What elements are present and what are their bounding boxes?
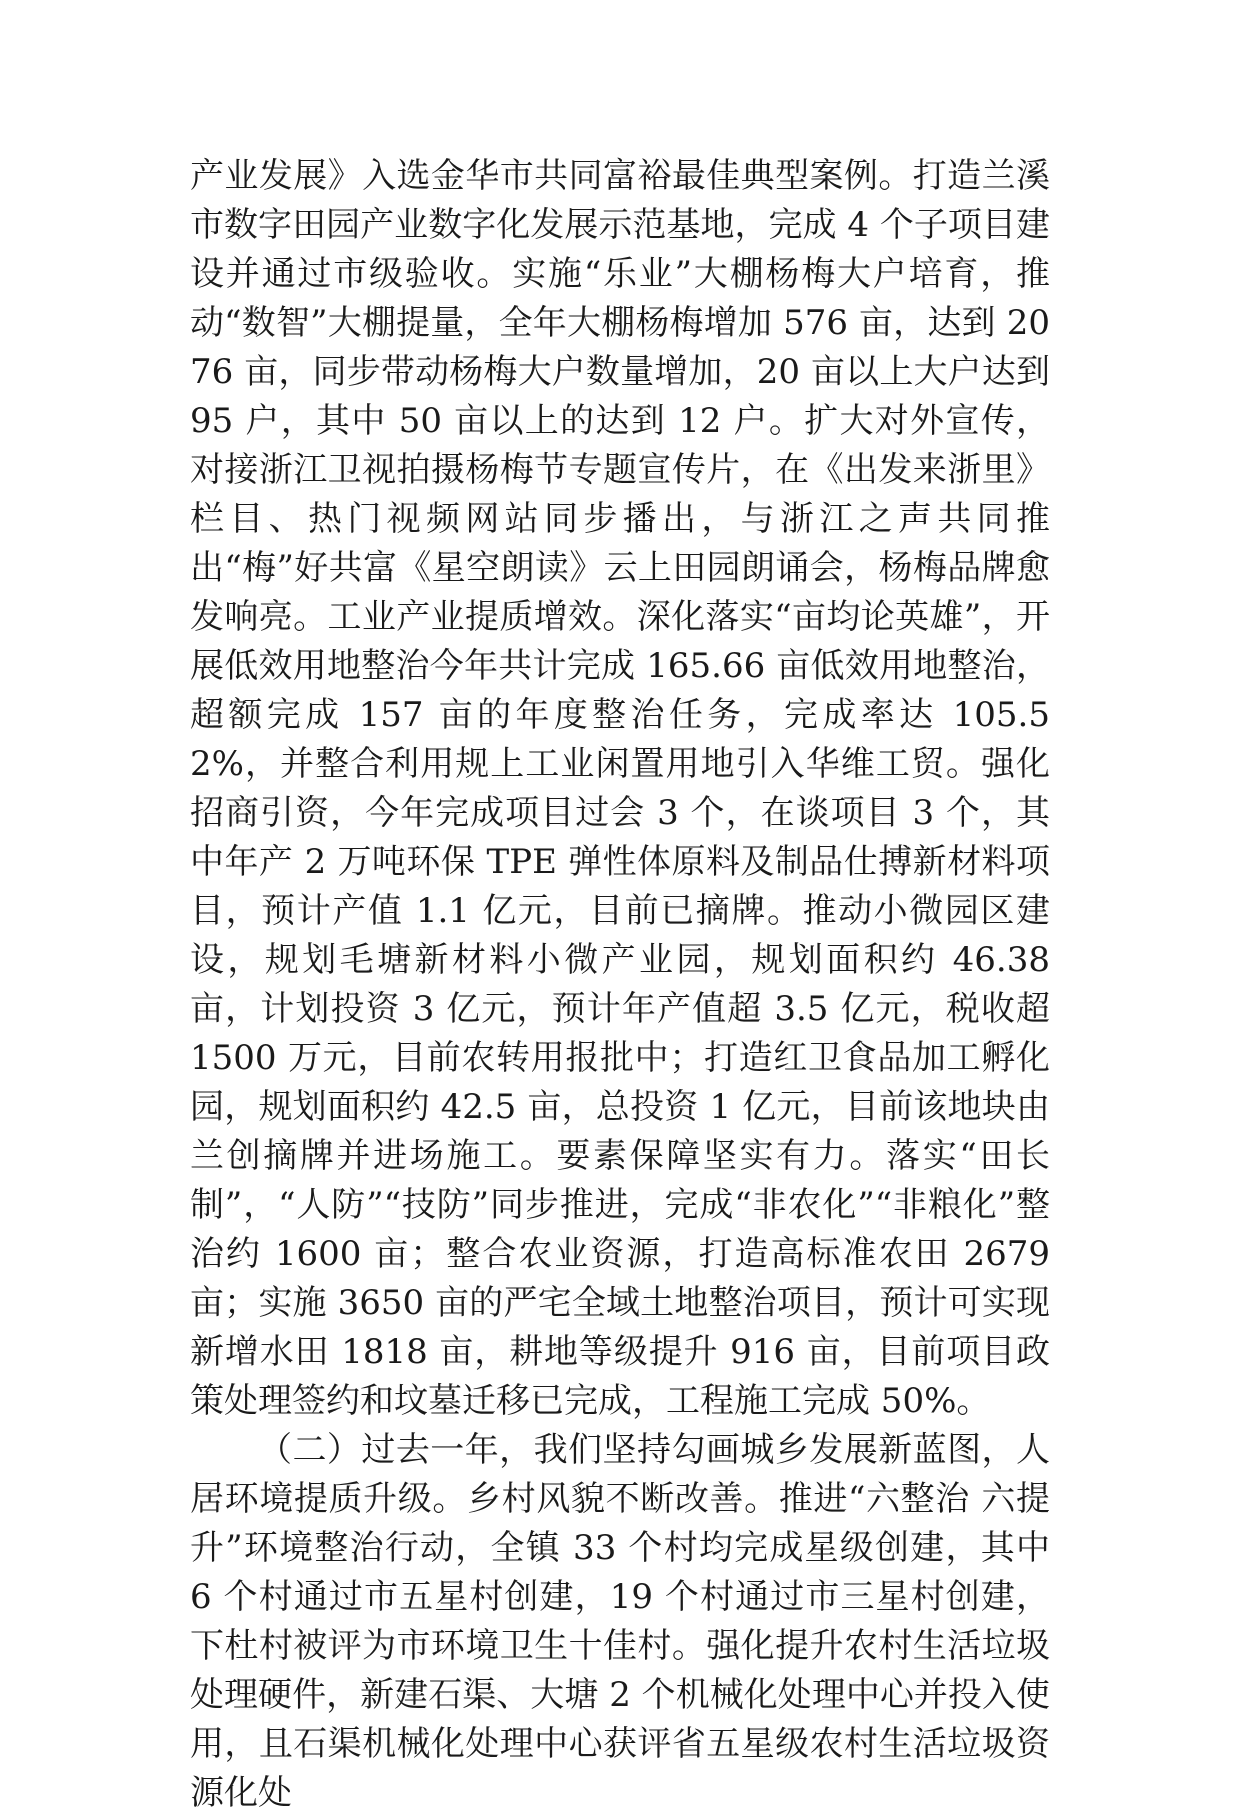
- paragraph-urban-rural-environment: （二）过去一年，我们坚持勾画城乡发展新蓝图，人居环境提质升级。乡村风貌不断改善。推进“六整治 六提升”环境整治行动，全镇 33 个村均完成星级创建，其中 6 个村通过市五星村创建，19 个村通过市三星村创建，下杜村被评为市环境卫生十佳村。强化提升农村生活垃圾处理硬件，新建石渠、大塘 2 个机械化处理中心并投入使用，且石渠机械化处理中心获评省五星级农村生活垃圾资源化处: [190, 1430, 1050, 1813]
- paragraph-industry-development: 产业发展》入选金华市共同富裕最佳典型案例。打造兰溪市数字田园产业数字化发展示范基地，完成 4 个子项目建设并通过市级验收。实施“乐业”大棚杨梅大户培育，推动“数智”大棚提量，全年大棚杨梅增加 576 亩，达到 2076 亩，同步带动杨梅大户数量增加，20 亩以上大户达到 95 户，其中 50 亩以上的达到 12 户。扩大对外宣传，对接浙江卫视拍摄杨梅节专题宣传片，在《出发来浙里》栏目、热门视频网站同步播出，与浙江之声共同推出“梅”好共富《星空朗读》云上田园朗诵会，杨梅品牌愈发响亮。工业产业提质增效。深化落实“亩均论英雄”，开展低效用地整治今年共计完成 165.66 亩低效用地整治，超额完成 157 亩的年度整治任务，完成率达 105.52%，并整合利用规上工业闲置用地引入华维工贸。强化招商引资，今年完成项目过会 3 个，在谈项目 3 个，其中年产 2 万吨环保 TPE 弹性体原料及制品仕搏新材料项目，预计产值 1.1 亿元，目前已摘牌。推动小微园区建设，规划毛塘新材料小微产业园，规划面积约 46.38 亩，计划投资 3 亿元，预计年产值超 3.5 亿元，税收超 1500 万元，目前农转用报批中；打造红卫食品加工孵化园，规划面积约 42.5 亩，总投资 1 亿元，目前该地块由兰创摘牌并进场施工。要素保障坚实有力。落实“田长制”，“人防”“技防”同步推进，完成“非农化”“非粮化”整治约 1600 亩；整合农业资源，打造高标准农田 2679 亩；实施 3650 亩的严宅全域土地整治项目，预计可实现新增水田 1818 亩，耕地等级提升 916 亩，目前项目政策处理签约和坟墓迁移已完成，工程施工完成 50%。: [190, 156, 1050, 1421]
- document-body: [190, 152, 1050, 1818]
